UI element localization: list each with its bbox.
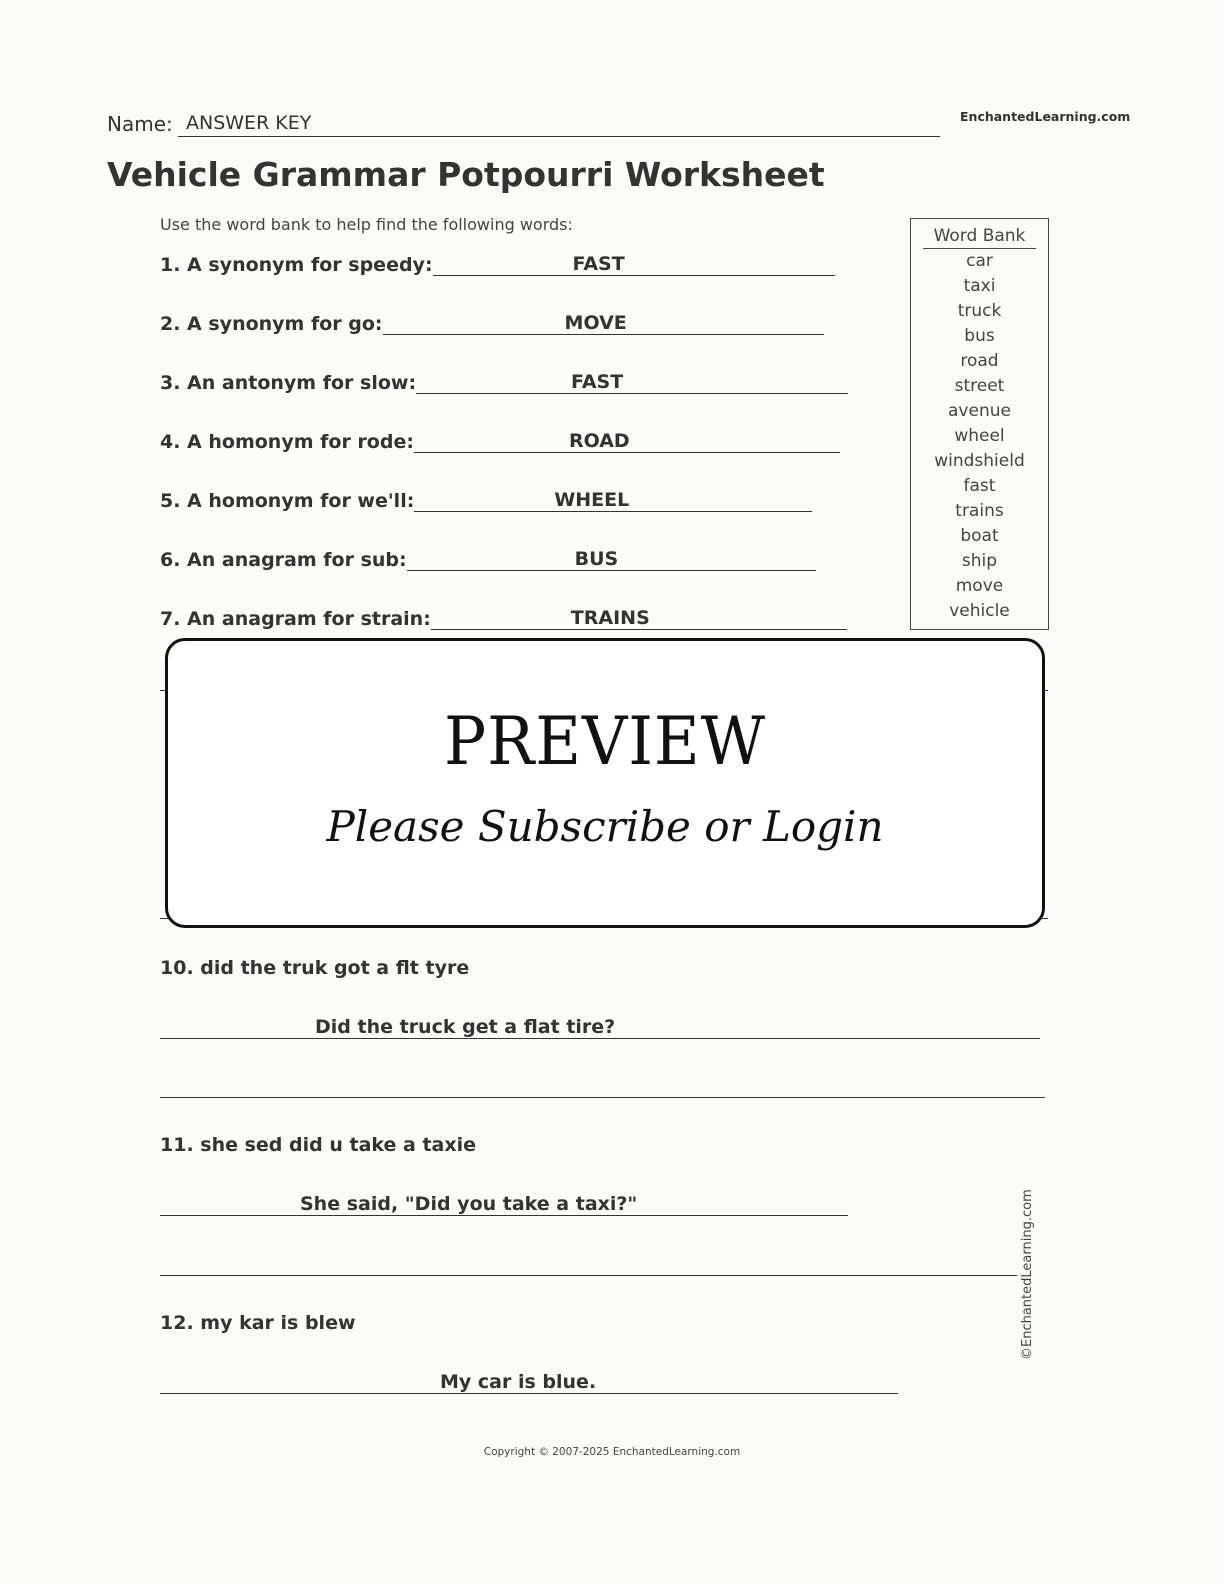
answer: FAST xyxy=(572,253,625,275)
answer: Did the truck get a flat tire? xyxy=(315,1016,616,1038)
word-bank-item: street xyxy=(954,376,1005,396)
word-bank-item: windshield xyxy=(934,451,1025,471)
correction-answer xyxy=(160,1371,898,1394)
question-prompt: 2. A synonym for go: xyxy=(160,313,383,335)
page-title: Vehicle Grammar Potpourri Worksheet xyxy=(107,155,825,194)
answer: ROAD xyxy=(568,430,630,452)
question xyxy=(160,371,848,394)
answer-line xyxy=(160,1275,1017,1276)
correction-answer xyxy=(160,1193,848,1216)
question xyxy=(160,489,812,512)
answer-line xyxy=(416,371,848,394)
word-bank-item: bus xyxy=(964,326,995,346)
word-bank-item: boat xyxy=(960,526,999,546)
correction-prompt: 10. did the truk got a flt tyre xyxy=(160,957,470,979)
word-bank-item: fast xyxy=(963,476,996,496)
footer-copyright: Copyright © 2007-2025 EnchantedLearning.com xyxy=(483,1446,741,1458)
answer-line xyxy=(383,312,824,335)
question-prompt: 6. An anagram for sub: xyxy=(160,549,407,571)
answer: My car is blue. xyxy=(440,1371,597,1393)
answer: BUS xyxy=(574,548,619,570)
answer-line xyxy=(414,489,812,512)
correction-prompt: 11. she sed did u take a taxie xyxy=(160,1134,477,1156)
word-bank-item: truck xyxy=(957,301,1002,321)
word-bank xyxy=(910,218,1049,630)
answer-line xyxy=(160,1097,1045,1098)
question xyxy=(160,253,835,276)
brand-logo[interactable]: EnchantedLearning.com xyxy=(960,109,1131,124)
question xyxy=(160,312,824,335)
question xyxy=(160,548,816,571)
answer-line xyxy=(431,607,847,630)
answer: FAST xyxy=(571,371,624,393)
side-copyright: ©EnchantedLearning.com xyxy=(1020,1189,1035,1360)
question-prompt: 3. An antonym for slow: xyxy=(160,372,417,394)
answer-line xyxy=(414,430,840,453)
answer: She said, "Did you take a taxi?" xyxy=(300,1193,638,1215)
word-bank-list xyxy=(911,249,1048,624)
word-bank-item: vehicle xyxy=(949,601,1010,621)
question-prompt: 4. A homonym for rode: xyxy=(160,431,414,453)
word-bank-item: taxi xyxy=(963,276,996,296)
word-bank-item: move xyxy=(955,576,1004,596)
word-bank-item: wheel xyxy=(954,426,1005,446)
preview-title: PREVIEW xyxy=(443,703,767,780)
question xyxy=(160,607,847,630)
question-prompt: 5. A homonym for we'll: xyxy=(160,490,415,512)
answer: TRAINS xyxy=(570,607,650,629)
question xyxy=(160,430,840,453)
correction-answer xyxy=(160,1016,1040,1039)
question-prompt: 7. An anagram for strain: xyxy=(160,608,431,630)
answer-line xyxy=(407,548,817,571)
name-label: Name: xyxy=(107,112,173,136)
word-bank-title: Word Bank xyxy=(923,226,1036,249)
name-field: ANSWER KEY xyxy=(178,112,940,137)
correction-prompt: 12. my kar is blew xyxy=(160,1312,356,1334)
word-bank-item: road xyxy=(960,351,999,371)
word-bank-item: avenue xyxy=(948,401,1011,421)
subscribe-login-link[interactable]: Please Subscribe or Login xyxy=(326,802,884,851)
answer-line xyxy=(433,253,835,276)
word-bank-item: ship xyxy=(961,551,998,571)
answer: WHEEL xyxy=(554,489,630,511)
answer: MOVE xyxy=(564,312,627,334)
question-prompt: 1. A synonym for speedy: xyxy=(160,254,433,276)
word-bank-item: trains xyxy=(955,501,1004,521)
instructions: Use the word bank to help find the following words: xyxy=(160,215,573,234)
preview-overlay[interactable] xyxy=(165,638,1045,928)
word-bank-item: car xyxy=(966,251,993,271)
